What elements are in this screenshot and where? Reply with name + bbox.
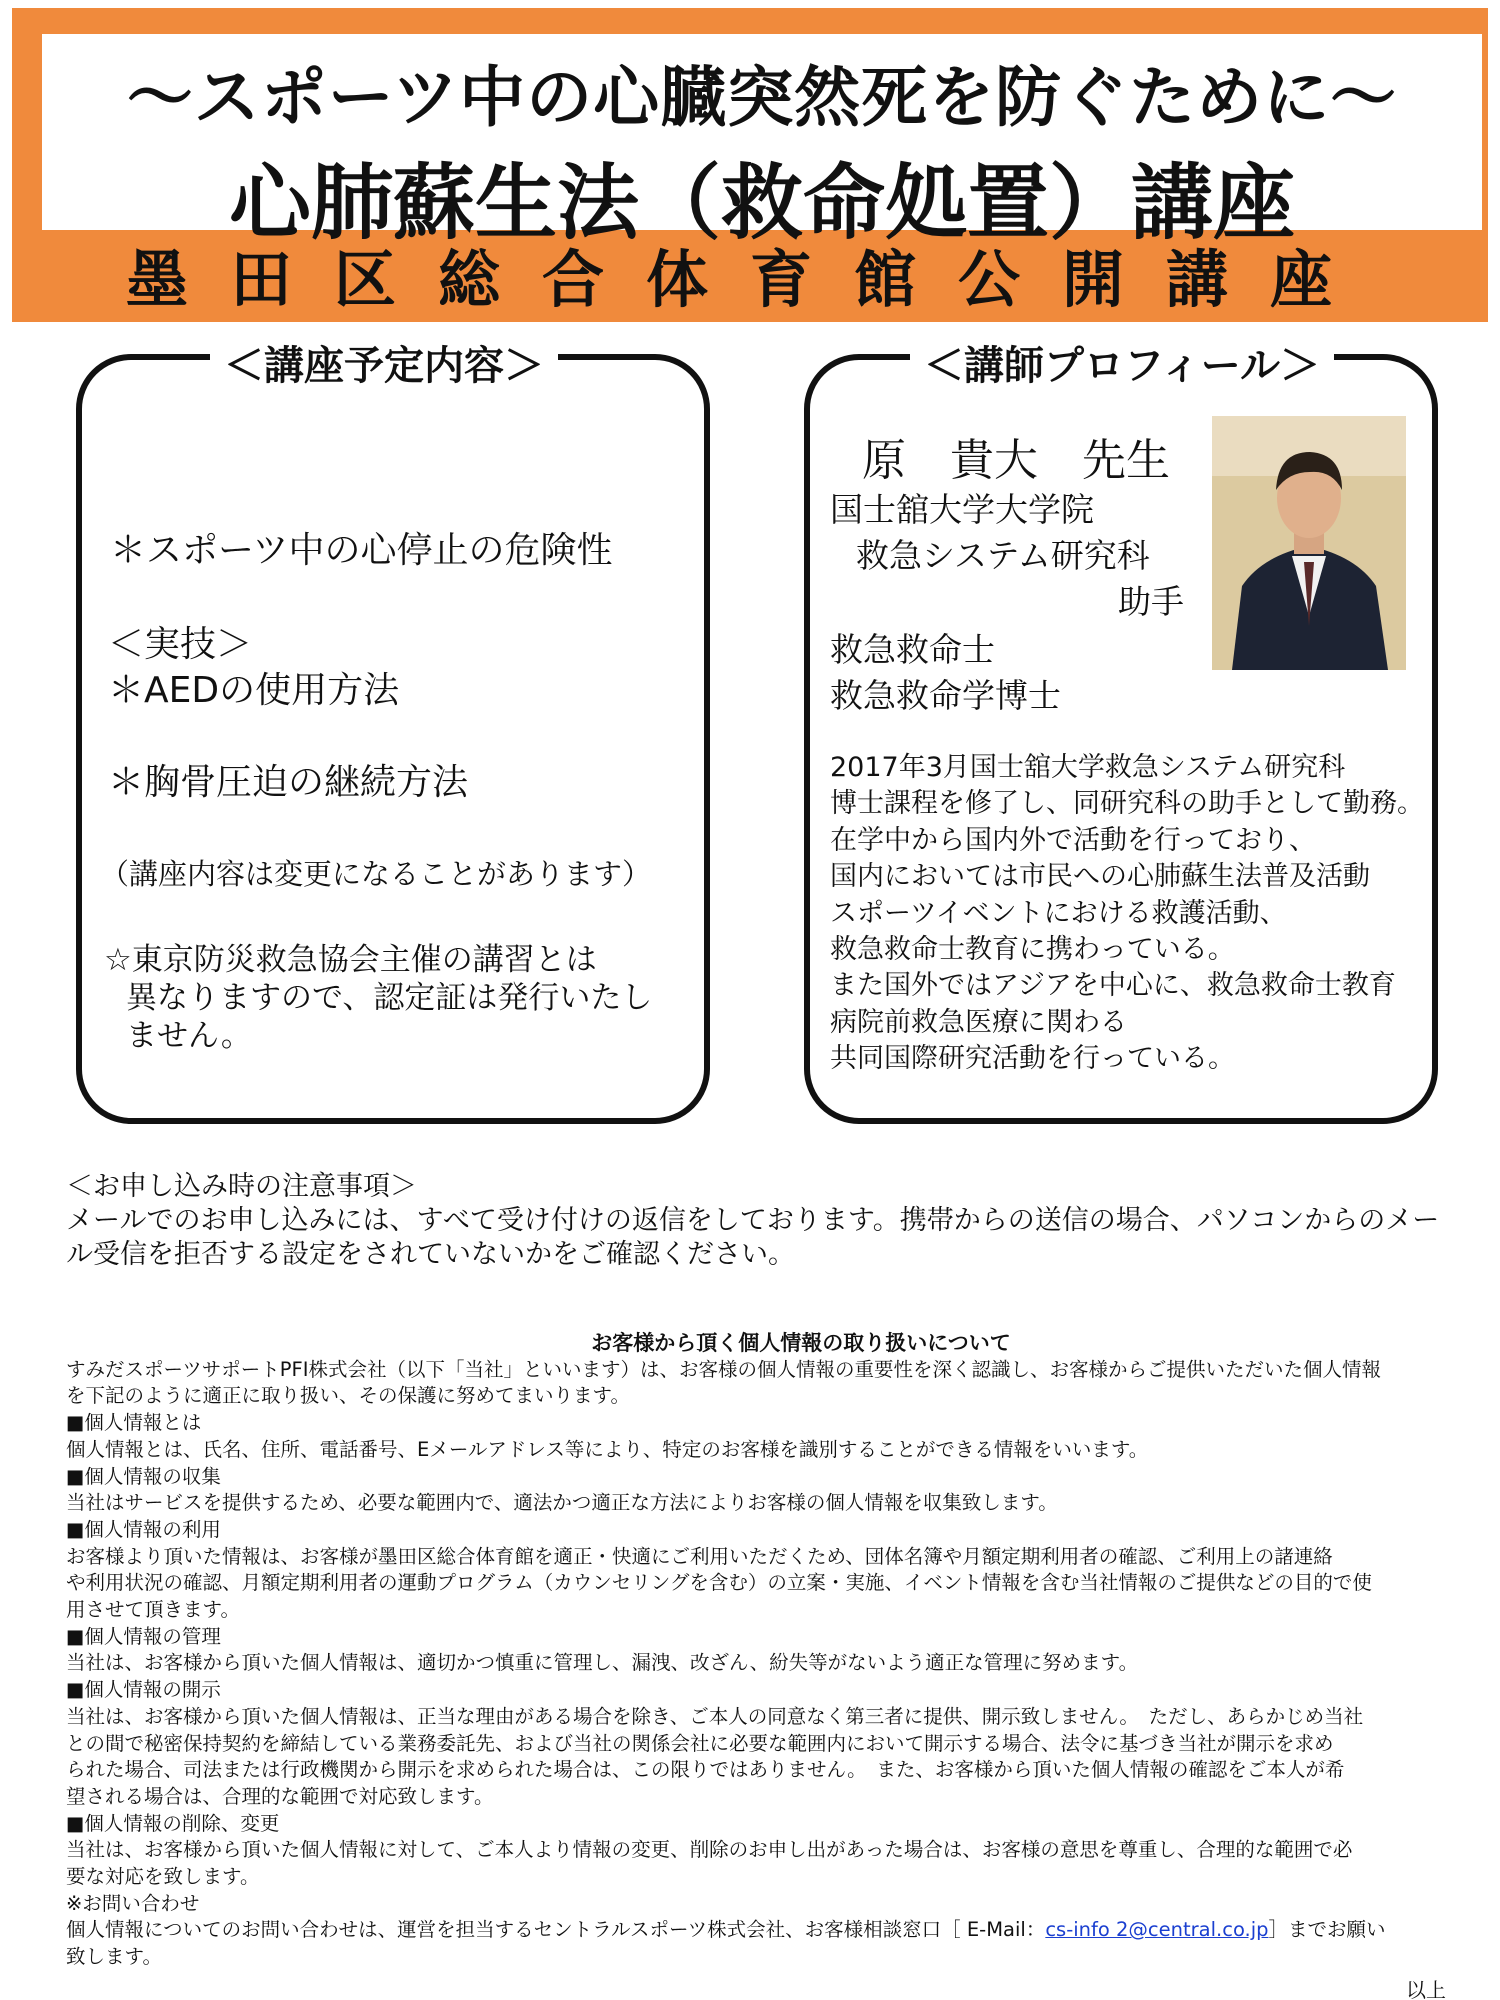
privacy-line: られた場合、司法または行政機関から開示を求められた場合は、この限りではありません。 また、お客様から頂いた個人情報の確認をご本人が希: [66, 1758, 1345, 1782]
title-box: [42, 34, 1482, 251]
instructor-affiliation-2: 救急システム研究科: [856, 536, 1150, 575]
privacy-section-heading: ■個人情報の利用: [66, 1517, 221, 1541]
title-line-1: 〜スポーツ中の心臓突然死を防ぐために〜: [126, 59, 1398, 136]
title-line-2: 心肺蘇生法（救命処置）講座: [228, 156, 1295, 251]
privacy-line: を下記のように適正に取り扱い、その保護に努めてまいります。: [66, 1384, 630, 1408]
change-note: （講座内容は変更になることがあります）: [100, 857, 652, 891]
course-item-cpr: ＊胸骨圧迫の継続方法: [108, 762, 469, 803]
privacy-line: 致します。: [66, 1945, 162, 1969]
instructor-name: 原 貴大 先生: [862, 435, 1170, 486]
privacy-line: 要な対応を致します。: [66, 1865, 260, 1889]
privacy-line: すみだスポーツサポートPFI株式会社（以下「当社」といいます）は、お客様の個人情報の重要性を深く認識し、お客様からご提供いただいた個人情報: [66, 1357, 1381, 1381]
privacy-section-heading: ■個人情報の開示: [66, 1678, 221, 1702]
privacy-line: や利用状況の確認、月額定期利用者の運動プログラム（カウンセリングを含む）の立案・実施、イベント情報を含む当社情報のご提供などの目的で使: [66, 1571, 1372, 1595]
course-heading: ＜講座予定内容＞: [210, 334, 558, 391]
instructor-position: 助手: [1118, 582, 1184, 621]
privacy-line: 当社は、お客様から頂いた個人情報は、適切かつ慎重に管理し、漏洩、改ざん、紛失等がないよう適正な管理に努めます。: [66, 1651, 1139, 1675]
subtitle: 墨田区総合体育館公開講座: [125, 243, 1374, 316]
bio-line: 救急救命士教育に携わっている。: [830, 934, 1235, 966]
bio-line: 国内においては市民への心肺蘇生法普及活動: [830, 861, 1370, 893]
instructor-affiliation-1: 国士舘大学大学院: [830, 490, 1094, 529]
privacy-title: お客様から頂く個人情報の取り扱いについて: [591, 1331, 1011, 1355]
cert-note-line-3: ません。: [126, 1018, 252, 1054]
privacy-line: 当社は、お客様から頂いた個人情報は、正当な理由がある場合を除き、ご本人の同意なく第三者に提供、開示致しません。 ただし、あらかじめ当社: [66, 1704, 1364, 1728]
bio-line: スポーツイベントにおける救護活動、: [830, 897, 1287, 929]
instructor-qualification-2: 救急救命学博士: [830, 676, 1061, 715]
privacy-contact-line: [66, 1917, 1466, 1944]
practice-heading: ＜実技＞: [108, 624, 253, 665]
bio-line: また国外ではアジアを中心に、救急救命士教育: [830, 970, 1396, 1002]
privacy-line: 当社はサービスを提供するため、必要な範囲内で、適法かつ適正な方法によりお客様の個人情報を収集致します。: [66, 1491, 1058, 1515]
privacy-section-heading: ■個人情報の管理: [66, 1624, 221, 1648]
privacy-line: 個人情報とは、氏名、住所、電話番号、Eメールアドレス等により、特定のお客様を識別することができる情報をいいます。: [66, 1437, 1149, 1461]
privacy-section-heading: ■個人情報とは: [66, 1411, 202, 1435]
privacy-line: 望される場合は、合理的な範囲で対応致します。: [66, 1784, 494, 1808]
contact-prefix: 個人情報についてのお問い合わせは、運営を担当するセントラルスポーツ株式会社、お客様相談窓口［ E-Mail：: [66, 1918, 1046, 1942]
instructor-heading: ＜講師プロフィール＞: [910, 334, 1334, 391]
instructor-panel: [804, 343, 1438, 1124]
privacy-line: 用させて頂きます。: [66, 1598, 240, 1622]
instructor-bio: [830, 750, 1424, 1078]
application-notice: [66, 1170, 1446, 1272]
privacy-line: との間で秘密保持契約を締結している業務委託先、および当社の関係会社に必要な範囲内において開示する場合、法令に基づき当社が開示を求め: [66, 1731, 1334, 1755]
notice-line-2: ル受信を拒否する設定をされていないかをご確認ください。: [66, 1239, 795, 1270]
instructor-qualification-1: 救急救命士: [830, 630, 995, 669]
cert-note-line-2: 異なりますので、認定証は発行いたし: [126, 980, 653, 1016]
bio-line: 2017年3月国士舘大学救急システム研究科: [830, 752, 1346, 783]
bio-line: 博士課程を修了し、同研究科の助手として勤務。: [830, 788, 1424, 820]
privacy-policy: [66, 1330, 1466, 1971]
privacy-section-heading: ■個人情報の収集: [66, 1464, 221, 1488]
contact-email-link[interactable]: cs-info 2@central.co.jp: [1045, 1918, 1269, 1942]
privacy-section-heading: ■個人情報の削除、変更: [66, 1811, 280, 1835]
course-panel: [76, 343, 710, 1124]
course-item-danger: ＊スポーツ中の心停止の危険性: [110, 530, 613, 571]
bio-line: 共同国際研究活動を行っている。: [830, 1043, 1235, 1075]
bio-line: 病院前救急医療に関わる: [830, 1006, 1127, 1038]
notice-heading: ＜お申し込み時の注意事項＞: [66, 1171, 417, 1202]
privacy-section-heading: ※お問い合わせ: [66, 1891, 200, 1915]
privacy-line: お客様より頂いた情報は、お客様が墨田区総合体育館を適正・快適にご利用いただくため、団体名簿や月額定期利用者の確認、ご利用上の諸連絡: [66, 1544, 1333, 1568]
instructor-photo-illustration: [1212, 416, 1406, 670]
instructor-photo: [1212, 416, 1406, 670]
contact-suffix: ］までお願い: [1268, 1918, 1386, 1942]
privacy-line: 当社は、お客様から頂いた個人情報に対して、ご本人より情報の変更、削除のお申し出があった場合は、お客様の意思を尊重し、合理的な範囲で必: [66, 1838, 1353, 1862]
course-item-aed: ＊AEDの使用方法: [108, 670, 400, 711]
bio-line: 在学中から国内外で活動を行っており、: [830, 824, 1316, 856]
notice-line-1: メールでのお申し込みには、すべて受け付けの返信をしております。携帯からの送信の場合、パソコンからのメー: [66, 1205, 1440, 1236]
closing-mark: 以上: [1406, 1978, 1446, 2000]
cert-note-line-1: ☆東京防災救急協会主催の講習とは: [104, 942, 597, 978]
